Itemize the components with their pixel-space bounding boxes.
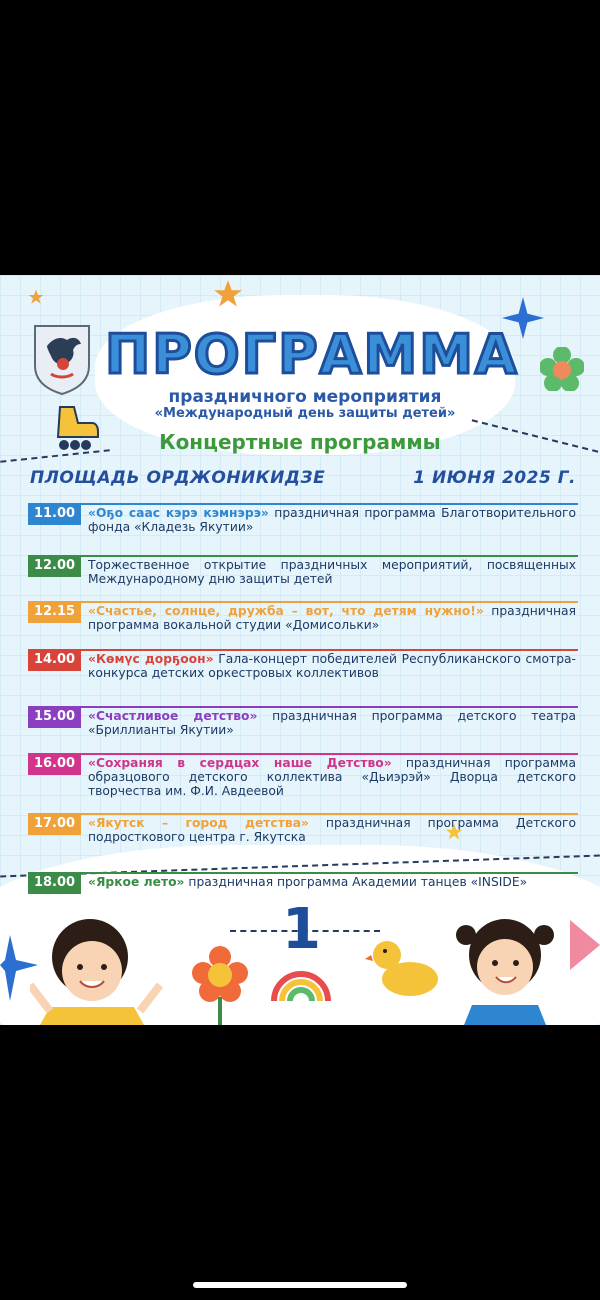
time-badge: 14.00 <box>28 649 81 671</box>
time-badge: 12.00 <box>28 555 81 577</box>
flower-icon <box>540 347 584 391</box>
divider <box>81 753 578 755</box>
schedule-item <box>28 555 578 591</box>
section-title: Концертные программы <box>159 430 441 454</box>
item-description: «Сохраняя в сердцах наше Детство» праздничная программа образцового детского коллектива «Дьиэрэй» Дворца детского творчества им. Ф.И. Авдеевой <box>88 756 576 798</box>
time-badge: 18.00 <box>28 872 81 894</box>
event-name: «Международный день защиты детей» <box>154 406 456 421</box>
time-badge: 15.00 <box>28 706 81 728</box>
divider <box>81 813 578 815</box>
schedule-item <box>28 649 578 685</box>
item-description: «Якутск – город детства» праздничная программа Детского подросткового центра г. Якутска <box>88 816 576 844</box>
item-description: «Яркое лето» праздничная программа Академии танцев «INSIDE» <box>88 875 528 889</box>
duck-icon <box>365 935 440 999</box>
schedule-item <box>28 503 578 539</box>
schedule-item <box>28 601 578 637</box>
star-icon <box>213 279 243 309</box>
time-badge: 17.00 <box>28 813 81 835</box>
arrow-icon <box>560 920 600 975</box>
item-description: Торжественное открытие праздничных мероприятий, посвященных Международному дню защиты детей <box>88 558 576 586</box>
item-description: «Счастливое детство» праздничная программа детского театра «Бриллианты Якутии» <box>88 709 577 737</box>
schedule-item <box>28 813 578 849</box>
divider <box>81 555 578 557</box>
roller-skate-icon <box>50 405 100 453</box>
schedule-item <box>28 872 578 894</box>
time-badge: 11.00 <box>28 503 81 525</box>
schedule-item <box>28 753 578 803</box>
time-badge: 12.15 <box>28 601 81 623</box>
time-badge: 16.00 <box>28 753 81 775</box>
venue: ПЛОЩАДЬ ОРДЖОНИКИДЗЕ <box>30 468 326 488</box>
divider <box>81 649 578 651</box>
divider <box>81 503 578 505</box>
item-description: «Оҕо саас кэрэ кэмнэрэ» праздничная программа Благотворительного фонда «Кладезь Якутии» <box>88 506 576 534</box>
star-icon <box>28 289 44 305</box>
poster <box>0 275 600 1025</box>
rainbow-icon <box>270 963 332 1003</box>
child-boy-illustration <box>30 915 170 1025</box>
item-description: «Счастье, солнце, дружба – вот, что детям нужно!» праздничная программа вокальной студии «Домисольки» <box>88 604 576 632</box>
divider <box>81 601 578 603</box>
coat-of-arms-icon <box>33 324 91 396</box>
home-indicator[interactable] <box>193 1282 407 1288</box>
big-number: 1 <box>282 897 321 962</box>
divider <box>81 706 578 708</box>
item-description: «Көмүс дорҕоон» Гала-концерт победителей Республиканского смотра-конкурса детских оркестровых коллективов <box>88 652 576 680</box>
divider <box>81 872 578 874</box>
subtitle: праздничного мероприятия <box>168 387 442 407</box>
event-date: 1 ИЮНЯ 2025 Г. <box>413 468 576 488</box>
child-girl-illustration <box>450 905 560 1025</box>
flower-icon <box>190 945 250 1025</box>
page-title: ПРОГРАММА <box>105 323 519 386</box>
schedule-item <box>28 706 578 742</box>
